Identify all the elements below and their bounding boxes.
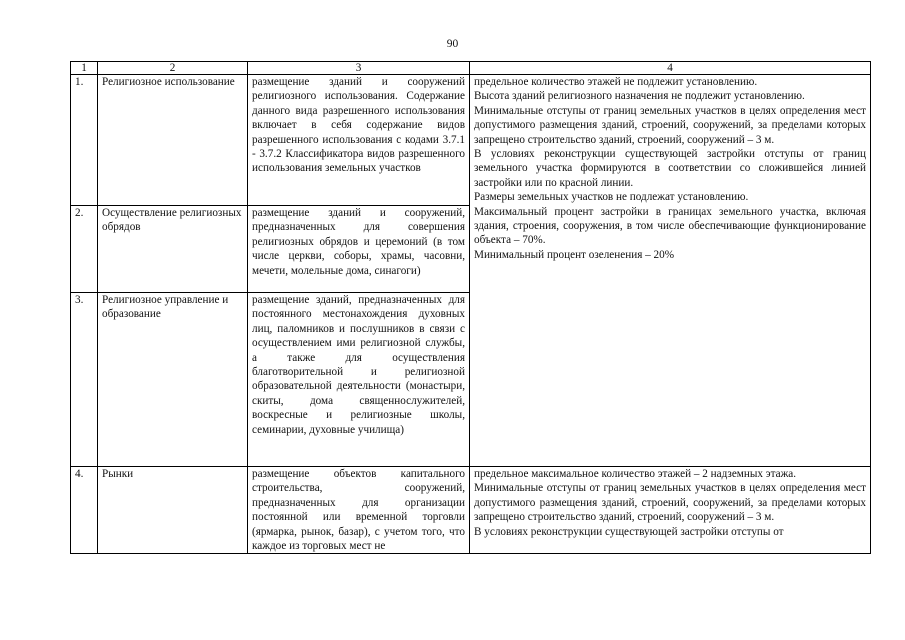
page-number: 90 xyxy=(446,38,459,50)
header-col-4: 4 xyxy=(470,62,871,75)
row-number: 4. xyxy=(71,467,98,554)
use-type-description: размещение объектов капитального строительства, сооружений, предназначенных для организации постоянной или временной торговли (ярмарка, рынок, базар), с учетом того, что каждое из торговых мест не xyxy=(248,467,470,554)
param-text: Размеры земельных участков не подлежат установлению. xyxy=(474,191,749,204)
param-text: В условиях реконструкции существующей застройки отступы от xyxy=(474,525,784,538)
header-col-1: 1 xyxy=(71,62,98,75)
use-type-name: Религиозное управление и образование xyxy=(98,293,248,467)
param-text: предельное максимальное количество этажей – 2 надземных этажа. xyxy=(474,468,797,480)
use-type-description: размещение зданий и сооружений, предназначенных для совершения религиозных обрядов и церемоний (в том числе церкви, соборы, храмы, часовни, мечети, молельные дома, синагоги) xyxy=(248,206,470,293)
row-number: 1. xyxy=(71,75,98,206)
use-type-description: размещение зданий и сооружений религиозного использования. Содержание данного вида разрешенного использования включает в себя содержание видов разрешенного использования с кодами 3.7.1 - 3.7.2 Классификатора видов разрешенного использования земельных участков xyxy=(248,75,470,206)
use-type-name: Религиозное использование xyxy=(98,75,248,206)
param-text: Максимальный процент застройки в границах земельного участка, включая здания, строения, сооружения, в том числе обеспечивающие функционирование объекта – 70%. xyxy=(474,205,866,247)
use-type-description: размещение зданий, предназначенных для постоянного местонахождения духовных лиц, паломников и послушников в связи с осуществлением ими религиозной службы, а также для осуществления благотворительной и религиозной образовательной деятельности (монастыри, скиты, дома священнослужителей, воскресные и религиозные школы, семинарии, духовные училища) xyxy=(248,293,470,467)
land-use-table xyxy=(70,61,871,554)
param-text: предельное количество этажей не подлежит установлению. xyxy=(474,76,758,88)
parameters-cell xyxy=(470,467,871,554)
table-row xyxy=(71,467,871,554)
use-type-name: Осуществление религиозных обрядов xyxy=(98,206,248,293)
param-text: Минимальные отступы от границ земельных участков в целях определения мест допустимого размещения зданий, строений, сооружений, за пределами которых запрещено строительство зданий, строений, сооружений – 3 м. xyxy=(474,104,866,146)
parameters-cell xyxy=(470,75,871,467)
header-row xyxy=(71,62,871,75)
row-number: 3. xyxy=(71,293,98,467)
header-col-3: 3 xyxy=(248,62,470,75)
header-col-2: 2 xyxy=(98,62,248,75)
row-number: 2. xyxy=(71,206,98,293)
param-text: Минимальный процент озеленения – 20% xyxy=(474,248,675,261)
use-type-name: Рынки xyxy=(98,467,248,554)
param-text: Минимальные отступы от границ земельных участков в целях определения мест допустимого размещения зданий, строений, сооружений, за пределами которых запрещено строительство зданий, строений, сооружений – 3 м. xyxy=(474,482,866,524)
param-text: Высота зданий религиозного назначения не подлежит установлению. xyxy=(474,90,805,103)
table-row xyxy=(71,75,871,206)
param-text: В условиях реконструкции существующей застройки отступы от границ земельного участка формируются в соответствии со сложившейся линией застройки или по красной линии. xyxy=(474,148,866,189)
